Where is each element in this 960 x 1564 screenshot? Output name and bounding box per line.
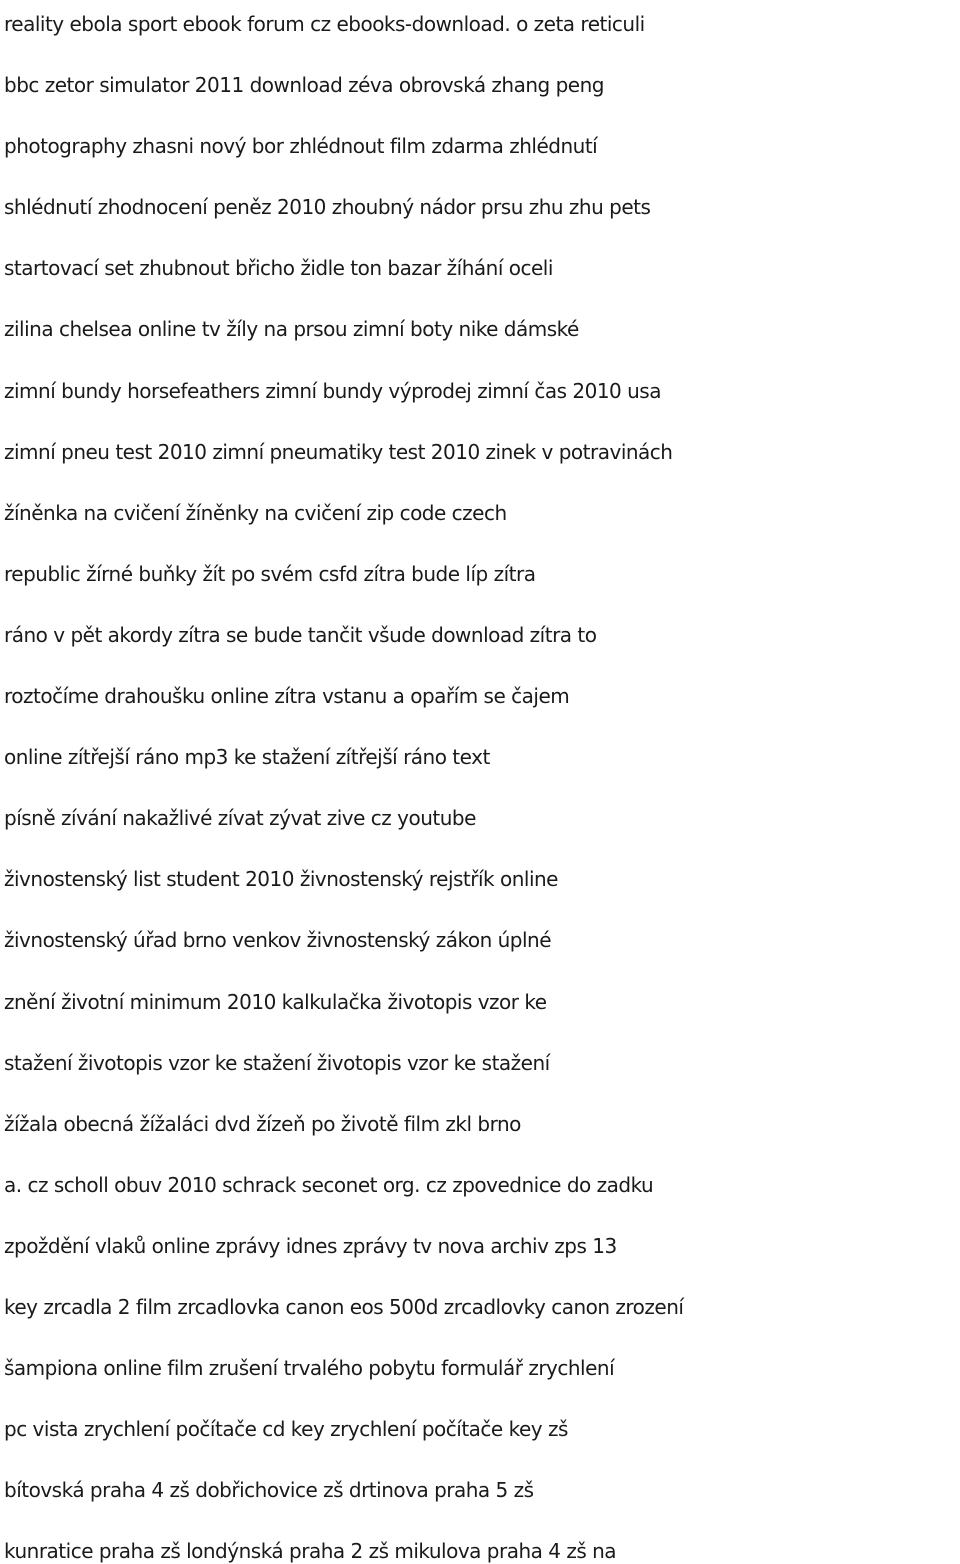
text-line: zimní bundy horsefeathers zimní bundy výprodej zimní čas 2010 usa (4, 378, 661, 403)
text-line: startovací set zhubnout břicho židle ton bazar žíhání oceli (4, 256, 553, 281)
text-line: photography zhasni nový bor zhlédnout film zdarma zhlédnutí (4, 134, 598, 159)
text-line: bbc zetor simulator 2011 download zéva obrovská zhang peng (4, 73, 604, 98)
text-line: pc vista zrychlení počítače cd key zrychlení počítače key zš (4, 1417, 568, 1442)
text-line: bítovská praha 4 zš dobřichovice zš drtinova praha 5 zš (4, 1478, 534, 1503)
text-line: republic žírné buňky žít po svém csfd zítra bude líp zítra (4, 561, 536, 586)
text-line: stažení životopis vzor ke stažení životopis vzor ke stažení (4, 1050, 550, 1075)
text-line: kunratice praha zš londýnská praha 2 zš mikulova praha 4 zš na (4, 1539, 617, 1564)
text-line: a. cz scholl obuv 2010 schrack seconet org. cz zpovednice do zadku (4, 1172, 654, 1197)
text-line: shlédnutí zhodnocení peněz 2010 zhoubný nádor prsu zhu zhu pets (4, 195, 651, 220)
text-line: zilina chelsea online tv žíly na prsou zimní boty nike dámské (4, 317, 579, 342)
text-line: key zrcadla 2 film zrcadlovka canon eos 500d zrcadlovky canon zrození (4, 1294, 684, 1319)
text-line: žížala obecná žížaláci dvd žízeň po životě film zkl brno (4, 1111, 521, 1136)
text-line: znění životní minimum 2010 kalkulačka životopis vzor ke (4, 989, 547, 1014)
text-line: roztočíme drahoušku online zítra vstanu a opařím se čajem (4, 684, 570, 709)
text-line: žíněnka na cvičení žíněnky na cvičení zip code czech (4, 500, 507, 525)
text-line: zpoždění vlaků online zprávy idnes zprávy tv nova archiv zps 13 (4, 1233, 617, 1258)
text-line: živnostenský úřad brno venkov živnostenský zákon úplné (4, 928, 552, 953)
text-line: zimní pneu test 2010 zimní pneumatiky test 2010 zinek v potravinách (4, 439, 673, 464)
text-line: šampiona online film zrušení trvalého pobytu formulář zrychlení (4, 1356, 615, 1381)
text-line: živnostenský list student 2010 živnostenský rejstřík online (4, 867, 558, 892)
text-line: reality ebola sport ebook forum cz ebooks-download. o zeta reticuli (4, 12, 645, 36)
text-line: online zítřejší ráno mp3 ke stažení zítřejší ráno text (4, 745, 490, 770)
text-line: ráno v pět akordy zítra se bude tančit všude download zítra to (4, 622, 597, 647)
body-text (4, 0, 960, 1564)
text-line: písně zívání nakažlivé zívat zývat zive cz youtube (4, 806, 476, 831)
